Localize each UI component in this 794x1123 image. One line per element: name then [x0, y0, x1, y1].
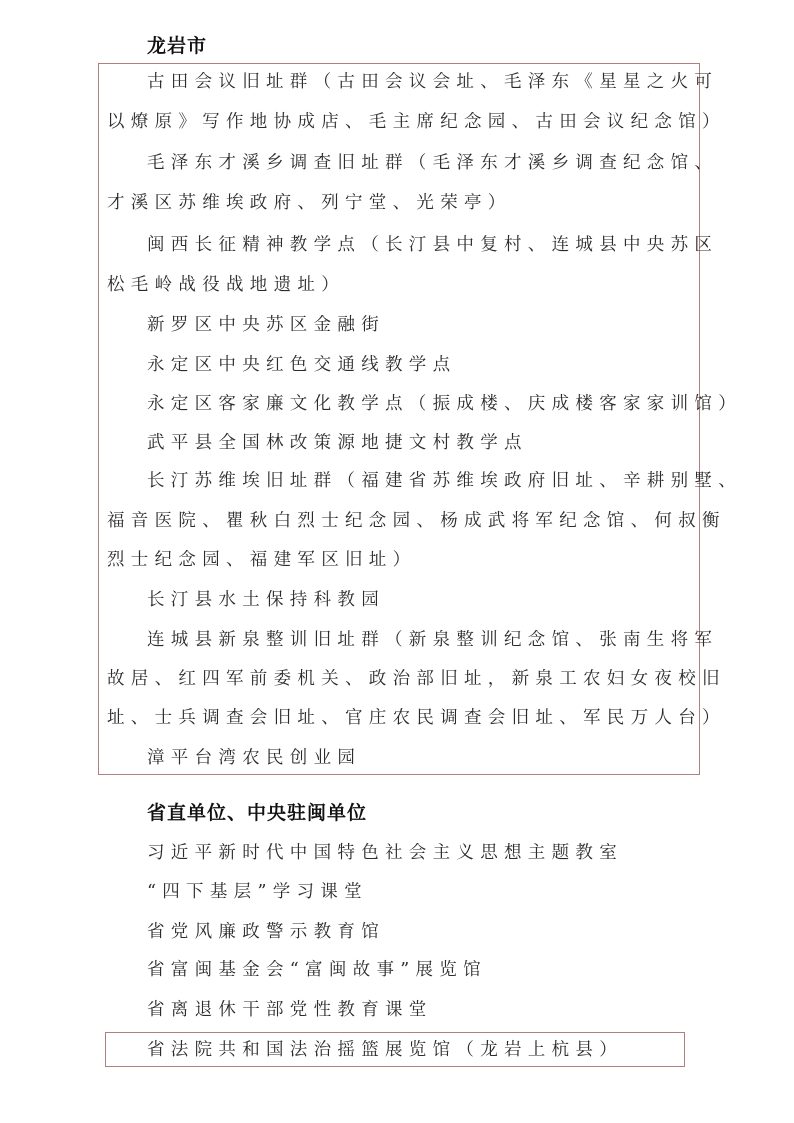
list-item-line: 新罗区中央苏区金融街 [147, 315, 385, 335]
list-item-line: 永定区客家廉文化教学点（振成楼、庆成楼客家家训馆） [147, 394, 742, 414]
list-item-line: “四下基层”学习课堂 [147, 882, 368, 902]
list-item-line: 故居、红四军前委机关、政治部旧址，新泉工农妇女夜校旧 [107, 669, 726, 689]
list-item-line: 才溪区苏维埃政府、列宁堂、光荣亭） [107, 193, 512, 213]
list-item-line: 古田会议旧址群（古田会议会址、毛泽东《星星之火可 [147, 72, 719, 92]
list-item-line: 省法院共和国法治摇篮展览馆（龙岩上杭县） [147, 1040, 623, 1060]
list-item-line: 以燎原》写作地协成店、毛主席纪念园、古田会议纪念馆） [107, 112, 726, 132]
list-item-line: 福音医院、瞿秋白烈士纪念园、杨成武将军纪念馆、何叔衡 [107, 511, 726, 531]
list-item-line: 省党风廉政警示教育馆 [147, 922, 385, 942]
list-item-line: 武平县全国林改策源地捷文村教学点 [147, 433, 528, 453]
list-item-line: 连城县新泉整训旧址群（新泉整训纪念馆、张南生将军 [147, 630, 719, 650]
list-item-line: 松毛岭战役战地遗址） [107, 275, 345, 295]
list-item-line: 漳平台湾农民创业园 [147, 748, 362, 768]
list-item-line: 址、士兵调查会旧址、官庄农民调查会旧址、军民万人台） [107, 708, 726, 728]
list-item-line: 省富闽基金会“富闽故事”展览馆 [147, 960, 487, 980]
list-item-line: 毛泽东才溪乡调查旧址群（毛泽东才溪乡调查纪念馆、 [147, 153, 719, 173]
section-heading-longyan: 龙岩市 [147, 35, 208, 57]
section-heading-provincial-units: 省直单位、中央驻闽单位 [147, 802, 368, 824]
list-item-line: 长汀苏维埃旧址群（福建省苏维埃政府旧址、辛耕别墅、 [147, 471, 742, 491]
list-item-line: 永定区中央红色交通线教学点 [147, 355, 457, 375]
list-item-line: 烈士纪念园、福建军区旧址） [107, 550, 417, 570]
list-item-line: 习近平新时代中国特色社会主义思想主题教室 [147, 843, 623, 863]
list-item-line: 长汀县水土保持科教园 [147, 590, 385, 610]
list-item-line: 闽西长征精神教学点（长汀县中复村、连城县中央苏区 [147, 235, 719, 255]
list-item-line: 省离退休干部党性教育课堂 [147, 1000, 433, 1020]
